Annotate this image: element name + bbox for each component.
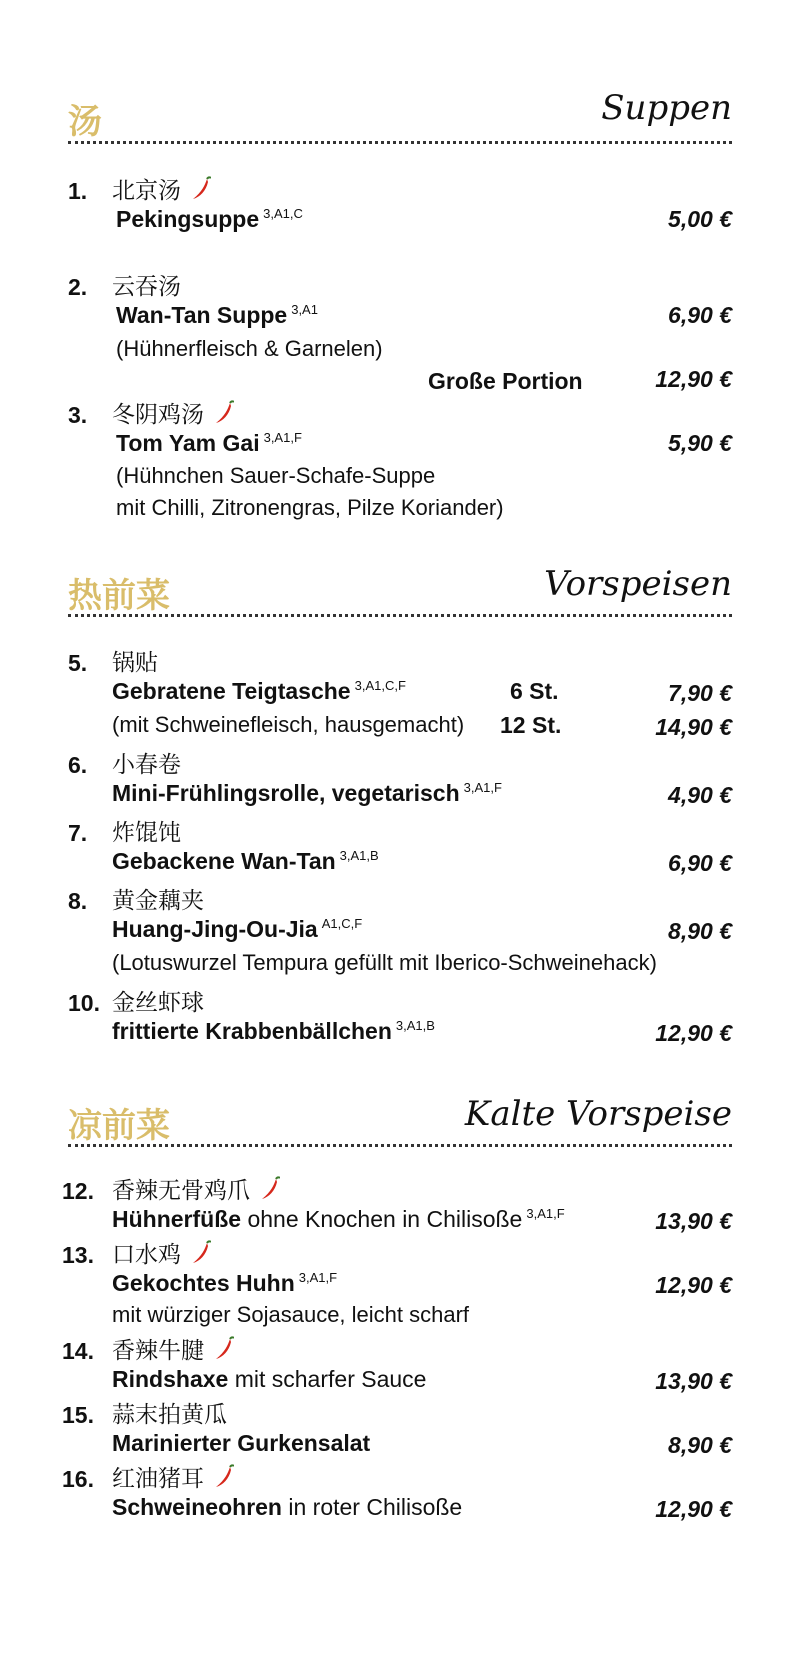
item-number: 1. [68,178,88,204]
item-chinese-name: 红油猪耳 [112,1460,234,1493]
item-chinese-name: 北京汤 [112,172,211,205]
item-number: 2. [68,274,88,300]
item-german-name: Hühnerfüße ohne Knochen in Chilisoße $^{3,A1,F}$ [112,1206,565,1232]
item-price: 6,90 € [668,302,732,328]
item-price: 6,90 € [668,850,732,876]
item-price: 7,90 € [668,680,732,706]
item-price: 12,90 € [655,1496,732,1522]
item-chinese-name: 口水鸡 [112,1236,211,1269]
portion-size: 12 St. [500,712,562,738]
item-chinese-name: 冬阴鸡汤 [112,396,234,429]
item-description: mit Chilli, Zitronengras, Pilze Koriander) [116,495,504,520]
item-german-name: Marinierter Gurkensalat [112,1430,371,1456]
chili-pepper-icon [189,176,211,202]
item-chinese-name: 香辣无骨鸡爪 [112,1172,280,1205]
item-chinese-name: 锅贴 [112,650,158,676]
large-portion-price: 12,90 € [655,366,732,392]
allergen-codes: 3,A1,C [263,206,303,221]
item-number: 15. [62,1402,94,1428]
allergen-codes: 3,A1,B [339,848,379,863]
item-number: 8. [68,888,88,914]
chili-pepper-icon [212,400,234,426]
item-number: 10. [68,990,100,1016]
item-description: (mit Schweinefleisch, hausgemacht) [112,712,465,737]
item-chinese-name: 黄金藕夹 [112,888,204,914]
item-price: 5,00 € [668,206,732,232]
item-price: 5,90 € [668,430,732,456]
section-title-de-kalte: Kalte Vorspeise [464,1094,732,1134]
item-chinese-name: 云吞汤 [112,274,181,300]
item-price: 12,90 € [655,1272,732,1298]
item-chinese-name: 金丝虾球 [112,990,204,1016]
item-german-name: Gebackene Wan-Tan $^{3,A1,B}$ [112,848,379,874]
item-german-name: Rindshaxe mit scharfer Sauce [112,1366,427,1392]
item-number: 3. [68,402,88,428]
item-german-name: Wan-Tan Suppe $^{3,A1}$ [116,302,318,328]
allergen-codes: 3,A1,F [263,430,302,445]
chili-pepper-icon [189,1240,211,1266]
item-number: 5. [68,650,88,676]
item-german-name: Mini-Frühlingsrolle, vegetarisch $^{3,A1,F}$ [112,780,502,806]
item-chinese-name: 蒜末拍黄瓜 [112,1402,227,1428]
item-price: 12,90 € [655,1020,732,1046]
allergen-codes: 3,A1,B [395,1018,435,1033]
section-title-de-vorspeisen: Vorspeisen [544,564,732,604]
section-divider [68,141,732,144]
item-number: 12. [62,1178,94,1204]
portion-size: 6 St. [510,678,559,704]
allergen-codes: A1,C,F [321,916,363,931]
item-price: 13,90 € [655,1208,732,1234]
item-german-name: Gekochtes Huhn $^{3,A1,F}$ [112,1270,338,1296]
item-german-name: Gebratene Teigtasche $^{3,A1,C,F}$ [112,678,406,704]
item-chinese-name: 香辣牛腱 [112,1332,234,1365]
item-price: 13,90 € [655,1368,732,1394]
item-german-name: frittierte Krabbenbällchen $^{3,A1,B}$ [112,1018,435,1044]
item-number: 7. [68,820,88,846]
allergen-codes: 3,A1,F [298,1270,338,1285]
item-description: (Hühnchen Sauer-Schafe-Suppe [116,463,436,488]
item-number: 14. [62,1338,94,1364]
section-title-cn-kalte: 凉前菜 [68,1106,170,1146]
item-description: (Hühnerfleisch & Garnelen) [116,336,383,361]
item-german-name: Tom Yam Gai $^{3,A1,F}$ [116,430,302,456]
item-chinese-name: 小春卷 [112,752,181,778]
item-price: 8,90 € [668,918,732,944]
allergen-codes: 3,A1,F [526,1206,565,1221]
item-number: 16. [62,1466,94,1492]
section-title-de-suppen: Suppen [601,88,732,128]
section-divider [68,614,732,617]
section-title-cn-suppen: 汤 [68,102,102,142]
chili-pepper-icon [258,1176,280,1202]
item-price: 8,90 € [668,1432,732,1458]
allergen-codes: 3,A1 [291,302,318,317]
item-number: 13. [62,1242,94,1268]
item-price: 14,90 € [655,714,732,740]
item-price: 4,90 € [668,782,732,808]
chili-pepper-icon [212,1464,234,1490]
large-portion-label: Große Portion [428,368,583,394]
chili-pepper-icon [212,1336,234,1362]
item-description: mit würziger Sojasauce, leicht scharf [112,1302,470,1327]
item-description: (Lotuswurzel Tempura gefüllt mit Iberico-Schweinehack) [112,950,657,975]
section-divider [68,1144,732,1147]
allergen-codes: 3,A1,F [463,780,502,795]
item-german-name: Pekingsuppe $^{3,A1,C}$ [116,206,303,232]
item-german-name: Schweineohren in roter Chilisoße [112,1494,463,1520]
item-german-name: Huang-Jing-Ou-Jia $^{A1,C,F}$ [112,916,363,942]
item-chinese-name: 炸馄饨 [112,820,181,846]
section-title-cn-vorspeisen: 热前菜 [68,576,170,616]
allergen-codes: 3,A1,C,F [354,678,406,693]
item-number: 6. [68,752,88,778]
